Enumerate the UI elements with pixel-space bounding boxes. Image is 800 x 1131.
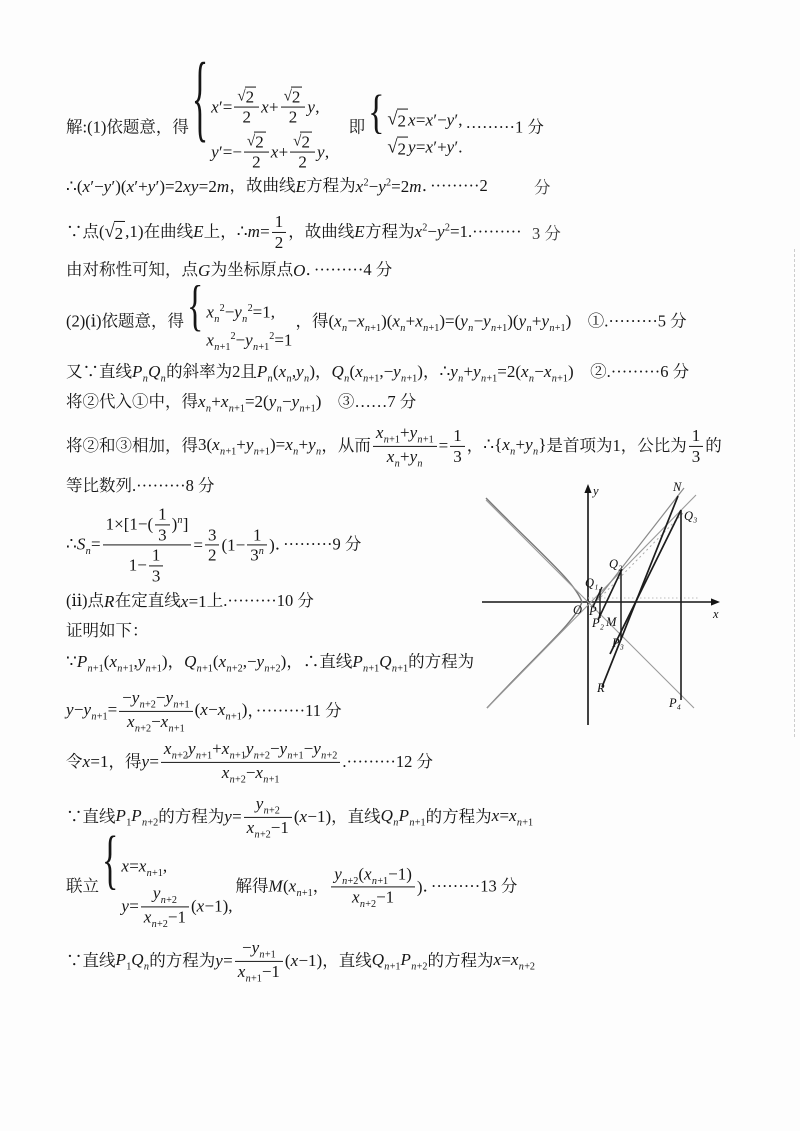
figure-label-P₃: P₃ (612, 636, 624, 650)
solution-line-13: $\because P_{n+1}(x_{n+1},y_{n+1})$，$Q_{n+1}(x_{n+2},-y_{n+2})$，∴直线$P_{n+1}Q_{n+1}$的方程为 (66, 652, 475, 675)
figure-label-P₄: P₄ (669, 696, 681, 710)
solution-line-3: ∵点(√2 ,1)在曲线E上，∴m= $\frac{1}{2}$ ，故曲线E方程为$x^2-y^2=1.\cdot\cdot\cdot\cdot\cdot\cdot\cdot\cdot\cdot$ (66, 211, 522, 252)
figure-label-N: N (673, 480, 682, 494)
figure-coordinate-graph (470, 478, 732, 736)
solution-line-1: 解:(1)依题意，得{ x′= $\frac{√2}{2}$ x+ $\frac{√2}{2}$ y, y′=− $\frac{√2}{2}$ x+ $\frac{√2}{2}$ y, 即{ √2 x=x′−y′, √2 y=x′+y′. ·········1 分 (66, 45, 544, 172)
score-mark-on-black: 分 (534, 178, 551, 197)
solution-line-18: ∵直线$P_1Q_n$的方程为y= $\frac{-y_{n+1}}{x_{n+1}-1}$ (x−1)，直线$Q_{n+1}P_{n+2}$的方程为$x=x_{n+2}$ (66, 937, 536, 984)
hyperbola-left-branch (486, 498, 582, 708)
scan-page-edge (794, 249, 795, 737)
figure-label-M: M (606, 615, 617, 629)
solution-line-17: 联立{ $x=x_{n+1}$, y= $\frac{y_{n+2}}{x_{n+2}-1}$ (x−1), 解得$M(x_{n+1}$， $\frac{y_{n+2}(x_{n+1}-1)}{x_{n+2}-1}$ )．·········13 分 (66, 824, 518, 930)
solution-line-9: 等比数列.·········8 分 (66, 476, 215, 496)
figure-label-P₁: P₁ (589, 604, 601, 618)
line-p1-to-q3-dotted (594, 511, 685, 604)
redaction-block-bottom-right (531, 743, 800, 989)
solution-line-10: $\therefore S_n=$ 1×[1−( $\frac{1}{3}$ )$^n$] 1− $\frac{1}{3}$ = $\frac{3}{2}$ (1− $\frac{1}{3^n}$ )．·········9 分 (66, 504, 362, 586)
figure-label-x: x (713, 607, 719, 621)
x-axis-arrow (711, 598, 720, 605)
redaction-bar-bottom (0, 989, 800, 1131)
figure-label-R: R (597, 681, 605, 695)
figure-label-Q₁: Q₁ (585, 576, 599, 590)
figure-label-Q₂: Q₂ (609, 557, 623, 571)
solution-line-5: (2)(ⅰ)依题意，得{ $x_n^2-y_n^2=1$, $x_{n+1}^2-y_{n+1}^2=1$ ，得$(x_n-x_{n+1})(x_n+x_{n+1})=(y_n-y_{n+1})(y_n+y_{n+1})$ ①.·········5 分 (66, 276, 687, 354)
solution-line-14: $y-y_{n+1}=$ $\frac{-y_{n+2}-y_{n+1}}{x_{n+2}-x_{n+1}}$ $(x-x_{n+1})$，·········11 分 (66, 687, 342, 734)
redaction-block-top-right (531, 0, 800, 247)
solution-line-15: 令x=1，得y= $\frac{x_{n+2}y_{n+1}+x_{n+1}y_{n+2}-y_{n+1}-y_{n+2}}{x_{n+2}-x_{n+1}}$ .·········12 分 (66, 738, 434, 785)
solution-line-4: 由对称性可知，点G为坐标原点O．·········4 分 (66, 259, 393, 280)
y-axis-arrow (584, 484, 591, 493)
solution-line-7: 将②代入①中，得$x_n+x_{n+1}=2(y_n-y_{n+1})$ ③……7 分 (66, 392, 417, 415)
figure-label-P₂: P₂ (592, 616, 604, 630)
line-p1-to-n (592, 488, 684, 606)
solution-line-2: ∴(x′−y′)(x′+y′)=2xy=2m，故曲线E方程为$x^2-y^2=2m$．·········2 (66, 175, 488, 196)
score-mark-on-black: 3 分 (532, 224, 561, 243)
figure-label-Q₃: Q₃ (684, 509, 698, 523)
figure-labels (573, 480, 719, 710)
solution-line-12: 证明如下： (66, 621, 149, 641)
solution-line-8: 将②和③相加，得$3(x_{n+1}+y_{n+1})=x_n+y_n$，从而 $\frac{x_{n+1}+y_{n+1}}{x_n+y_n}$ = $\frac{1}{3}$ ，$\therefore\{x_n+y_n\}$是首项为1，公比为 $\frac{1}{3}$ 的 (66, 422, 722, 469)
figure-label-O: O (573, 603, 583, 617)
figure-label-y: y (593, 484, 599, 498)
solution-line-16: ∵直线$P_1P_{n+2}$的方程为y= $\frac{y_{n+2}}{x_{n+2}-1}$ (x−1)，直线$Q_nP_{n+1}$的方程为$x=x_{n+1}$ (66, 793, 534, 840)
solution-line-11: (ⅱ)点R在定直线x=1上.·········10 分 (66, 590, 314, 611)
solution-line-6: 又∵直线$P_nQ_n$的斜率为2且$P_n(x_n,y_n)$，$Q_n(x_{n+1},-y_{n+1})$，$\therefore y_n+y_{n+1}=2(x_n-x_{n+1})$ ②.·········6 分 (66, 362, 690, 385)
